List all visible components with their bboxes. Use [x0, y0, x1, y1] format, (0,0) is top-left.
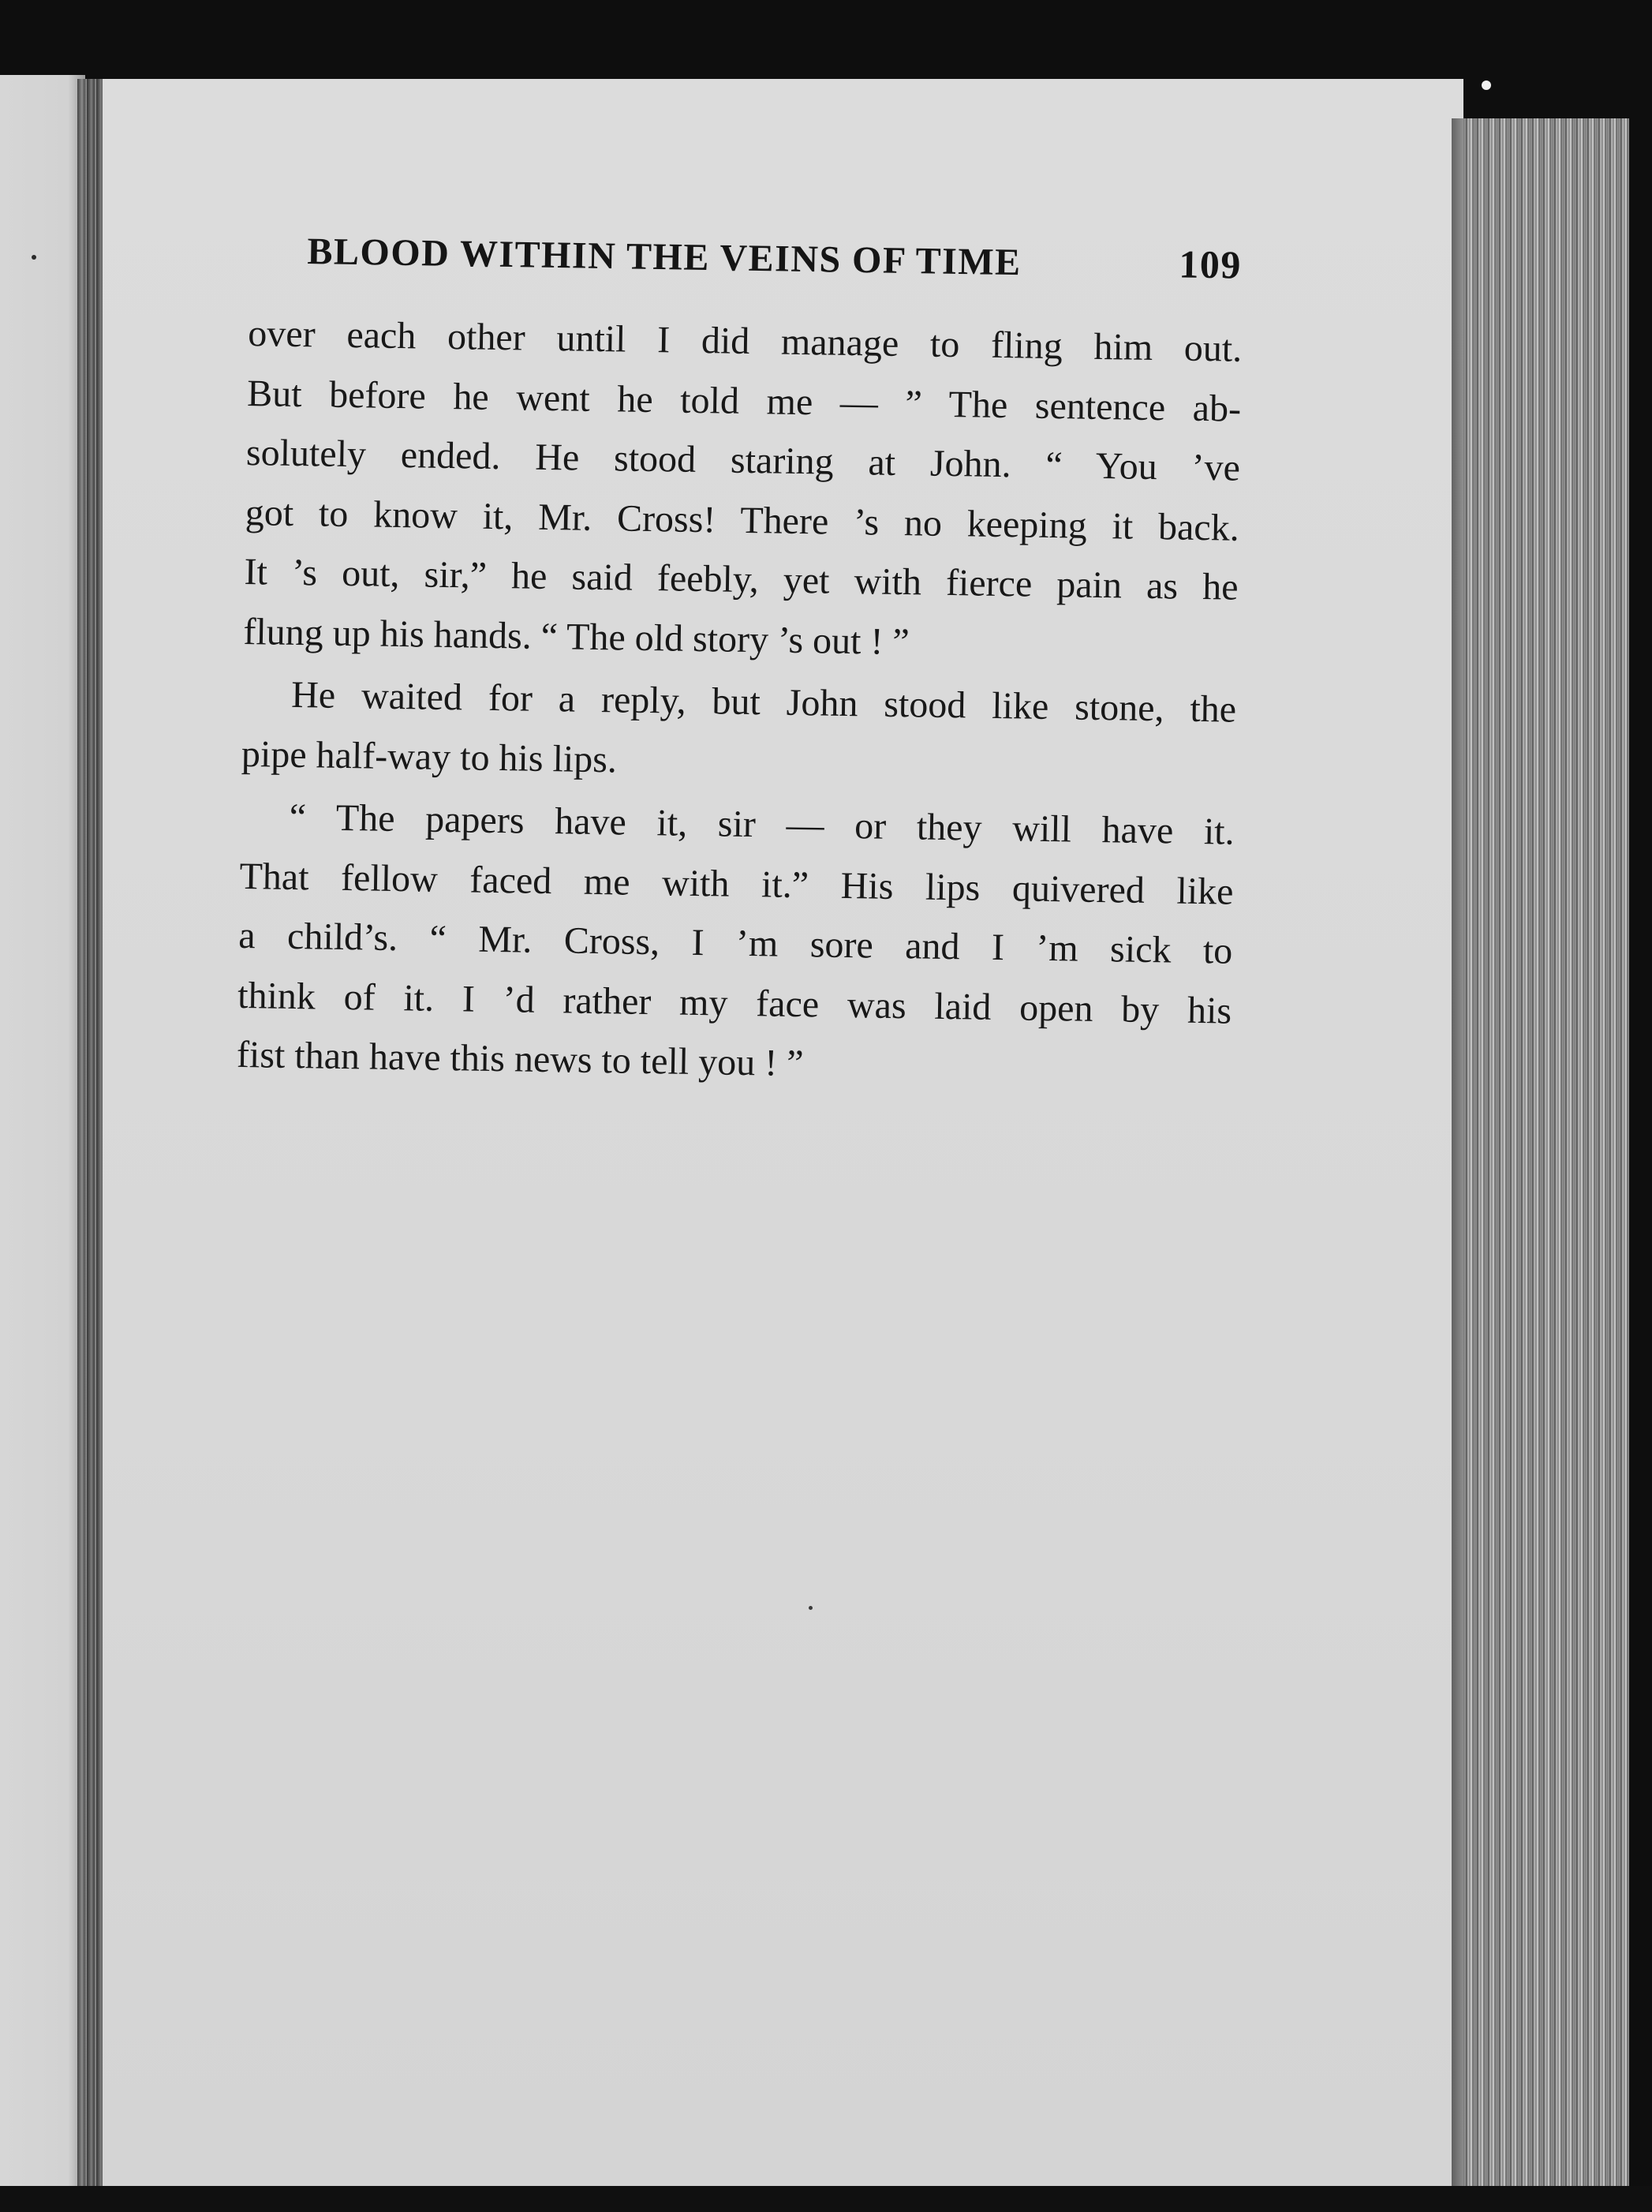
text-line: think of it. I ’d rather my face was laid open by his [237, 974, 1232, 1032]
ink-speck [32, 255, 36, 260]
bottom-shadow [0, 2186, 1652, 2212]
page-number: 109 [1178, 241, 1243, 287]
facing-page-edge [0, 75, 85, 2198]
text-line: fist than have this news to tell you ! ” [236, 1033, 804, 1085]
text-line: solutely ended. He stood staring at John. “ You ’ve [245, 431, 1241, 489]
paragraph [236, 787, 1235, 1100]
text-line: flung up his hands. “ The old story ’s out ! ” [243, 610, 910, 663]
text-line: pipe half-way to his lips. [241, 732, 618, 780]
book-fore-edge [1463, 118, 1629, 2202]
text-line: a child’s. “ Mr. Cross, I ’m sore and I ’m sick to [238, 914, 1233, 972]
scan-artifact-dot [1482, 80, 1491, 90]
text-line: over each other until I did manage to fling him out. [247, 312, 1243, 370]
running-head-title: BLOOD WITHIN THE VEINS OF TIME [307, 230, 1022, 284]
paragraph [241, 664, 1236, 799]
paragraph [243, 304, 1243, 677]
text-line: That fellow faced me with it.” His lips quivered like [239, 855, 1234, 913]
text-line: But before he went he told me — ” The sentence ab- [246, 372, 1242, 430]
text-line: “ The papers have it, sir — or they will have it. [289, 795, 1235, 853]
text-line: got to know it, Mr. Cross! There ’s no keeping it back. [245, 491, 1240, 549]
body-text [236, 304, 1242, 1100]
text-line: It ’s out, sir,” he said feebly, yet with fierce pain as he [244, 550, 1239, 608]
ink-speck [809, 1606, 813, 1610]
text-line: He waited for a reply, but John stood like stone, the [290, 673, 1237, 731]
